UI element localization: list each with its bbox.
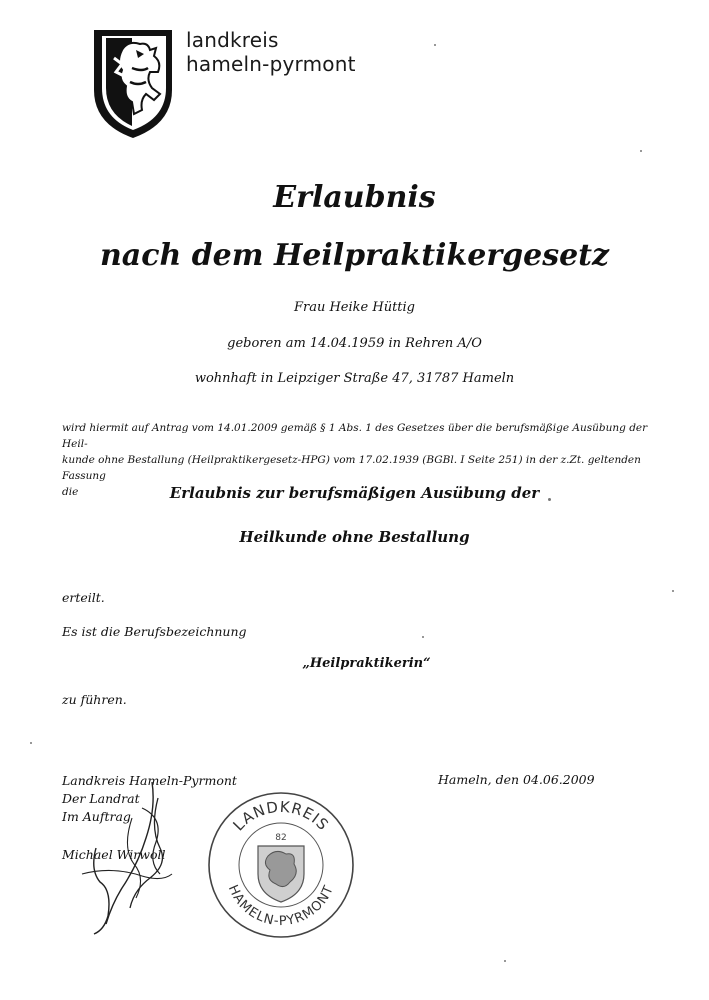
scan-speck	[434, 44, 436, 46]
scan-speck	[548, 498, 551, 501]
brand-line-2: hameln-pyrmont	[186, 52, 356, 76]
seal-bottom-text: HAMELN-PYRMONT	[224, 882, 338, 930]
scan-speck	[672, 590, 674, 592]
place-and-date: Hameln, den 04.06.2009	[438, 772, 595, 787]
coat-of-arms-logo-icon	[92, 28, 174, 140]
legal-paragraph-line-2: kunde ohne Bestallung (Heilpraktikergesetz-HPG) vom 17.02.1939 (BGBl. I Seite 251) in der z.Zt. geltenden Fassung	[62, 454, 641, 482]
legal-paragraph-line-1: wird hiermit auf Antrag vom 14.01.2009 gemäß § 1 Abs. 1 des Gesetzes über die berufsmäßige Ausübung der Heil-	[62, 422, 648, 450]
permit-heading-line-2: Heilkunde ohne Bestallung	[239, 528, 470, 546]
authority-role: Der Landrat	[62, 791, 140, 806]
brand-line-1: landkreis	[186, 28, 279, 52]
holder-birth: geboren am 14.04.1959 in Rehren A/O	[227, 336, 482, 351]
title-intro-text: Es ist die Berufsbezeichnung	[62, 624, 247, 639]
document-subtitle: nach dem Heilpraktikergesetz	[99, 238, 610, 273]
legal-paragraph-line-3: die	[62, 486, 79, 498]
seal-top-text: LANDKREIS	[229, 797, 333, 835]
title-outro-text: zu führen.	[62, 692, 127, 707]
scan-speck	[640, 150, 642, 152]
official-seal-icon	[206, 790, 356, 940]
brand-name	[186, 28, 356, 76]
issuing-authority: Landkreis Hameln-Pyrmont	[62, 773, 237, 788]
document-title: Erlaubnis	[273, 180, 436, 215]
seal-number: 82	[275, 833, 287, 843]
handwritten-signature-icon	[72, 778, 182, 938]
holder-address: wohnhaft in Leipziger Straße 47, 31787 Hameln	[194, 371, 515, 386]
granted-text: erteilt.	[62, 590, 105, 605]
professional-title: „Heilpraktikerin“	[302, 656, 431, 671]
scan-speck	[504, 960, 506, 962]
scan-speck	[422, 636, 424, 638]
permit-heading-line-1: Erlaubnis zur berufsmäßigen Ausübung der	[169, 484, 540, 502]
signer-name: Michael Wirwoll	[62, 847, 166, 862]
scan-speck	[30, 742, 32, 744]
holder-name: Frau Heike Hüttig	[293, 300, 416, 315]
on-behalf-note: Im Auftrag	[62, 809, 131, 824]
